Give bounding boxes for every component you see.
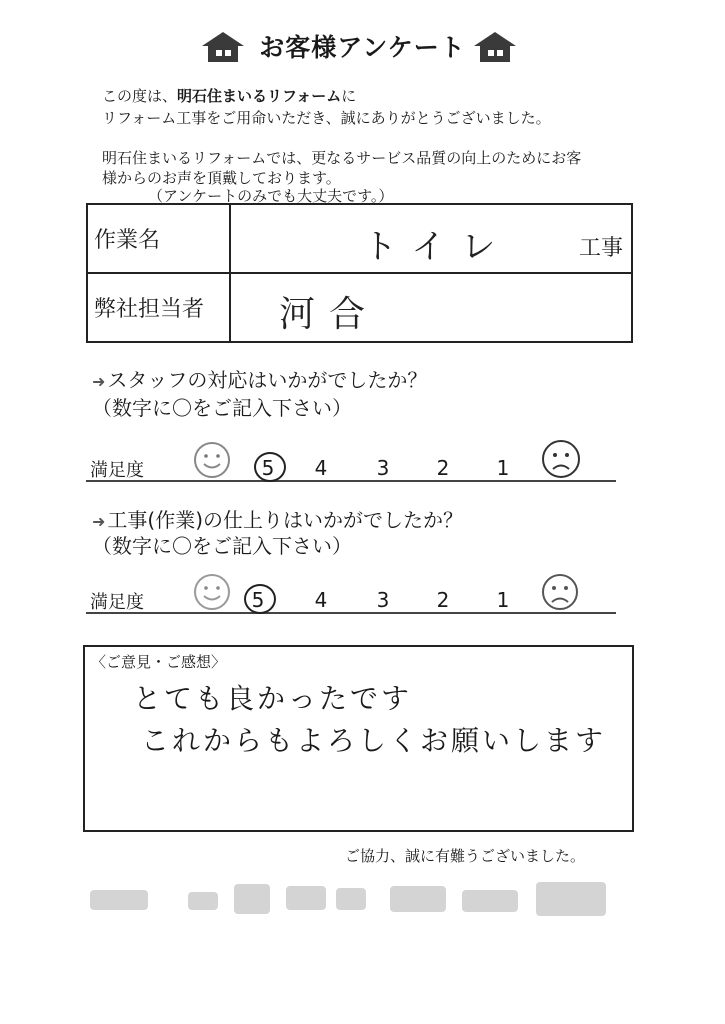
page-title: お客様アンケート: [259, 33, 466, 62]
rating-option-4[interactable]: 4: [314, 456, 328, 480]
closing-thanks: ご協力、誠に有難うございました。: [344, 847, 585, 865]
arrow-icon: ➜: [92, 372, 106, 391]
rating-option-2[interactable]: 2: [436, 588, 450, 612]
info-table: [86, 203, 633, 343]
intro-note: （アンケートのみでも大丈夫です。）: [148, 187, 394, 205]
work-name-label: 作業名: [87, 204, 230, 273]
satisfaction-label: 満足度: [90, 592, 144, 613]
work-suffix: 工事: [578, 236, 623, 261]
intro-line-1: この度は、明石住まいるリフォームに: [102, 87, 357, 105]
staff-cell[interactable]: [230, 273, 632, 342]
comments-box[interactable]: [83, 645, 634, 832]
company-name: 明石住まいるリフォーム: [177, 87, 342, 105]
footer-faded-logos: [90, 872, 620, 932]
rating-baseline: [86, 480, 616, 482]
staff-value: 河合: [279, 294, 380, 335]
smiley-face-icon: [192, 572, 232, 612]
arrow-icon: ➜: [92, 512, 106, 531]
satisfaction-label: 満足度: [90, 460, 144, 481]
question-1: ➜ スタッフの対応はいかがでしたか？: [92, 368, 428, 392]
work-name-value: トイレ: [363, 227, 512, 267]
intro-line-4: 様からのお声を頂戴しております。: [102, 169, 341, 187]
rating-option-3[interactable]: 3: [376, 456, 390, 480]
rating-row-1: [86, 436, 626, 486]
sad-face-icon: [540, 572, 580, 612]
rating-baseline: [86, 612, 616, 614]
work-name-cell[interactable]: [230, 204, 632, 273]
rating-option-5[interactable]: 5: [261, 456, 275, 480]
question-1-instruction: （数字に〇をご記入下さい）: [92, 396, 352, 420]
staff-label: 弊社担当者: [87, 273, 230, 342]
intro-line-3: 明石住まいるリフォームでは、更なるサービス品質の向上のためにお客: [102, 149, 582, 167]
comments-heading: 〈ご意見・ご感想〉: [91, 653, 227, 671]
rating-option-1[interactable]: 1: [496, 456, 510, 480]
sad-face-icon: [540, 438, 582, 480]
rating-option-1[interactable]: 1: [496, 588, 510, 612]
question-2: ➜ 工事(作業)の仕上りはいかがでしたか？: [92, 508, 464, 532]
comment-line-1: とても良かったです: [133, 682, 413, 715]
rating-option-5[interactable]: 5: [251, 588, 265, 612]
intro-line-2: リフォーム工事をご用命いただき、誠にありがとうございました。: [102, 109, 551, 127]
comment-line-2: これからもよろしくお願いします: [141, 724, 607, 757]
rating-option-2[interactable]: 2: [436, 456, 450, 480]
rating-option-3[interactable]: 3: [376, 588, 390, 612]
rating-option-4[interactable]: 4: [314, 588, 328, 612]
house-icon: [472, 30, 518, 64]
rating-row-2: [86, 568, 626, 618]
question-2-instruction: （数字に〇をご記入下さい）: [92, 534, 352, 558]
smiley-face-icon: [192, 440, 232, 480]
